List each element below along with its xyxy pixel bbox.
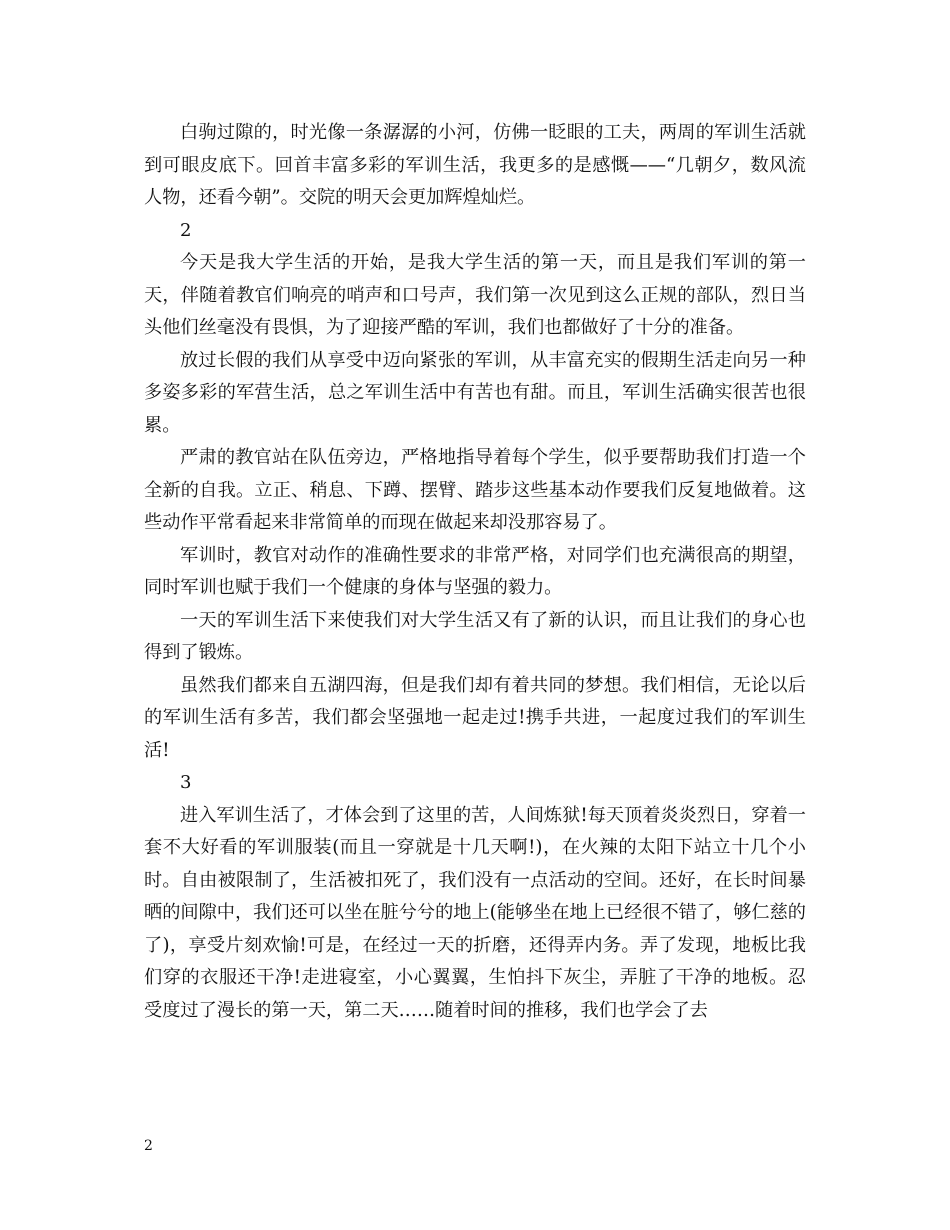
paragraph: 虽然我们都来自五湖四海，但是我们却有着共同的梦想。我们相信，无论以后的军训生活有多苦，我们都会坚强地一起走过!携手共进，一起度过我们的军训生活! [144,674,806,761]
paragraph: 进入军训生活了，才体会到了这里的苦，人间炼狱!每天顶着炎炎烈日，穿着一套不大好看的军训服装(而且一穿就是十几天啊!)，在火辣的太阳下站立十几个小时。自由被限制了，生活被扣死了，我们没有一点活动的空间。还好，在长时间暴晒的间隙中，我们还可以坐在脏兮兮的地上(能够坐在地上已经很不错了，够仁慈的了)，享受片刻欢愉!可是，在经过一天的折磨，还得弄内务。弄了发现，地板比我们穿的衣服还干净!走进寝室，小心翼翼，生怕抖下灰尘，弄脏了干净的地板。忍受度过了漫长的第一天，第二天……随着时间的推移，我们也学会了去 [144,804,806,1021]
paragraph: 今天是我大学生活的开始，是我大学生活的第一天，而且是我们军训的第一天，伴随着教官们响亮的哨声和口号声，我们第一次见到这么正规的部队，烈日当头他们丝毫没有畏惧，为了迎接严酷的军训，我们也都做好了十分的准备。 [144,252,806,338]
page-number: 2 [144,1138,153,1154]
paragraph: 军训时，教官对动作的准确性要求的非常严格，对同学们也充满很高的期望，同时军训也赋于我们一个健康的身体与坚强的毅力。 [144,544,806,598]
document-body [144,117,806,1027]
paragraph: 放过长假的我们从享受中迈向紧张的军训，从丰富充实的假期生活走向另一种多姿多彩的军营生活，总之军训生活中有苦也有甜。而且，军训生活确实很苦也很累。 [144,349,806,436]
paragraph: 一天的军训生活下来使我们对大学生活又有了新的认识，而且让我们的身心也得到了锻炼。 [144,609,806,663]
section-number: 2 [180,219,192,241]
paragraph: 严肃的教官站在队伍旁边，严格地指导着每个学生，似乎要帮助我们打造一个全新的自我。立正、稍息、下蹲、摆臂、踏步这些基本动作要我们反复地做着。这些动作平常看起来非常简单的而现在做起来却没那容易了。 [144,447,806,533]
section-number: 3 [180,772,192,793]
paragraph: 白驹过隙的，时光像一条潺潺的小河，仿佛一眨眼的工夫，两周的军训生活就到可眼皮底下。回首丰富多彩的军训生活，我更多的是感慨——“几朝夕，数风流人物，还看今朝”。交院的明天会更加辉煌灿烂。 [144,122,806,208]
